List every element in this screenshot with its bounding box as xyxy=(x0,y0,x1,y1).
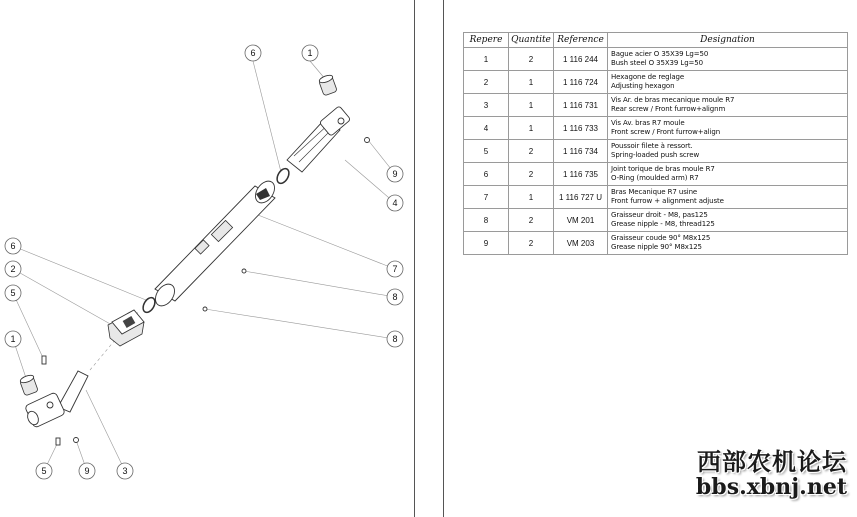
callout-1-upper xyxy=(302,45,318,61)
callout-9-lower xyxy=(79,463,95,479)
cell-quantite: 2 xyxy=(509,163,554,186)
callout-8-lower xyxy=(387,331,403,347)
svg-text:8: 8 xyxy=(392,334,398,344)
divider-line-right xyxy=(443,0,444,517)
cell-reference: VM 201 xyxy=(554,209,608,232)
header-quantite: Quantite xyxy=(509,33,554,48)
watermark-title: 西部农机论坛 xyxy=(697,447,847,476)
cell-designation: Graisseur coude 90° M8x125 Grease nipple 90° M8x125 xyxy=(608,232,848,255)
cell-reference: VM 203 xyxy=(554,232,608,255)
svg-text:8: 8 xyxy=(392,292,398,302)
o-ring-upper-icon xyxy=(275,167,292,186)
table-row xyxy=(464,186,848,209)
callout-5-lower xyxy=(36,463,52,479)
grease-nipple-upper-icon xyxy=(365,138,370,143)
svg-text:7: 7 xyxy=(392,264,398,274)
cell-repere: 9 xyxy=(464,232,509,255)
svg-text:2: 2 xyxy=(10,264,16,274)
callout-2 xyxy=(5,261,21,277)
table-header-row xyxy=(464,33,848,48)
cell-reference: 1 116 735 xyxy=(554,163,608,186)
svg-text:9: 9 xyxy=(84,466,90,476)
parts-list-table xyxy=(463,32,848,255)
table-row xyxy=(464,94,848,117)
adjusting-hexagon-icon xyxy=(108,310,144,346)
divider-line-left xyxy=(414,0,415,517)
cell-quantite: 2 xyxy=(509,140,554,163)
svg-text:6: 6 xyxy=(250,48,256,58)
callout-6-upper xyxy=(245,45,261,61)
header-repere: Repere xyxy=(464,33,509,48)
bush-upper-icon xyxy=(318,74,337,96)
svg-text:9: 9 xyxy=(392,169,398,179)
cell-designation: Hexagone de reglage Adjusting hexagon xyxy=(608,71,848,94)
cell-quantite: 2 xyxy=(509,232,554,255)
cell-repere: 4 xyxy=(464,117,509,140)
mechanical-arm-icon xyxy=(152,178,279,311)
svg-text:6: 6 xyxy=(10,241,16,251)
header-reference: Reference xyxy=(554,33,608,48)
cell-repere: 3 xyxy=(464,94,509,117)
callout-8-upper xyxy=(387,289,403,305)
cell-designation: Bague acier O 35X39 Lg=50 Bush steel O 35X39 Lg=50 xyxy=(608,48,848,71)
svg-text:4: 4 xyxy=(392,198,398,208)
callout-6-lower xyxy=(5,238,21,254)
header-designation: Designation xyxy=(608,33,848,48)
table-row xyxy=(464,232,848,255)
callout-7 xyxy=(387,261,403,277)
cell-designation: Graisseur droit - M8, pas125 Grease nipple - M8, thread125 xyxy=(608,209,848,232)
cell-quantite: 2 xyxy=(509,48,554,71)
svg-text:1: 1 xyxy=(307,48,313,58)
cell-quantite: 1 xyxy=(509,94,554,117)
cell-designation: Bras Mecanique R7 usine Front furrow + alignment adjuste xyxy=(608,186,848,209)
cell-reference: 1 116 244 xyxy=(554,48,608,71)
cell-reference: 1 116 734 xyxy=(554,140,608,163)
svg-text:5: 5 xyxy=(41,466,47,476)
watermark-url: bbs.xbnj.net xyxy=(695,474,847,500)
table-row xyxy=(464,163,848,186)
cell-designation: Joint torique de bras moule R7 O-Ring (moulded arm) R7 xyxy=(608,163,848,186)
svg-text:1: 1 xyxy=(10,334,16,344)
cell-quantite: 1 xyxy=(509,71,554,94)
cell-designation: Poussoir filete à ressort. Spring-loaded push screw xyxy=(608,140,848,163)
cell-designation: Vis Ar. de bras mecanique moule R7 Rear screw / Front furrow+alignm xyxy=(608,94,848,117)
cell-reference: 1 116 727 U xyxy=(554,186,608,209)
callout-3 xyxy=(117,463,133,479)
callout-1-lower xyxy=(5,331,21,347)
callout-9-upper xyxy=(387,166,403,182)
table-row xyxy=(464,209,848,232)
cell-quantite: 1 xyxy=(509,117,554,140)
table-row xyxy=(464,140,848,163)
table-row xyxy=(464,71,848,94)
front-screw-icon xyxy=(287,106,351,172)
cell-quantite: 2 xyxy=(509,209,554,232)
cell-repere: 2 xyxy=(464,71,509,94)
callout-4 xyxy=(387,195,403,211)
svg-text:5: 5 xyxy=(10,288,16,298)
grease-nipple-lower-icon xyxy=(74,438,79,443)
callout-5-upper xyxy=(5,285,21,301)
svg-text:3: 3 xyxy=(122,466,128,476)
bush-lower-icon xyxy=(19,374,38,396)
o-ring-lower-icon xyxy=(141,296,158,315)
cell-reference: 1 116 733 xyxy=(554,117,608,140)
cell-repere: 1 xyxy=(464,48,509,71)
cell-quantite: 1 xyxy=(509,186,554,209)
cell-reference: 1 116 731 xyxy=(554,94,608,117)
cell-repere: 7 xyxy=(464,186,509,209)
cell-reference: 1 116 724 xyxy=(554,71,608,94)
table-row xyxy=(464,117,848,140)
cell-designation: Vis Av. bras R7 moule Front screw / Front furrow+align xyxy=(608,117,848,140)
cell-repere: 6 xyxy=(464,163,509,186)
cell-repere: 8 xyxy=(464,209,509,232)
cell-repere: 5 xyxy=(464,140,509,163)
table-row xyxy=(464,48,848,71)
